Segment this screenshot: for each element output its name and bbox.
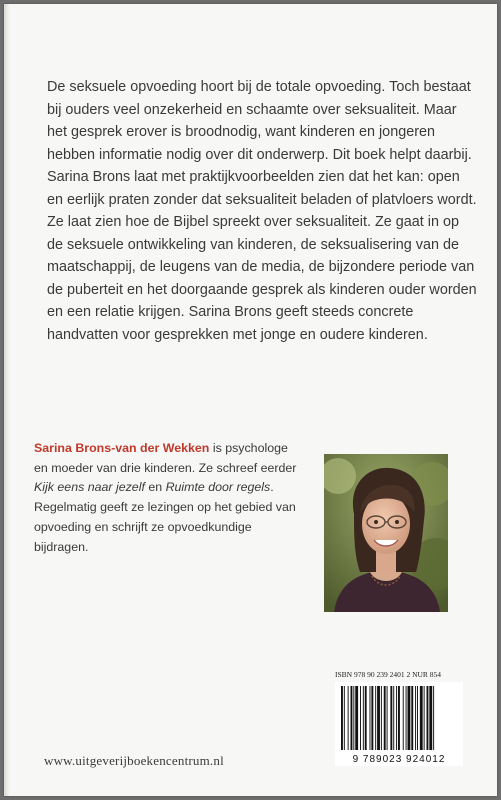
blurb-text [47, 76, 477, 346]
author-bio-text-3: . Regelmatig geeft ze lezingen op het gebied van opvoeding en schrijft ze opvoedkundige bijdragen. [34, 480, 296, 554]
barcode-bar [420, 686, 423, 750]
barcode-bar [375, 686, 376, 750]
barcode-bar [396, 686, 397, 750]
barcode-bar [381, 686, 382, 750]
barcode-bar [353, 686, 354, 750]
barcode-bar [384, 686, 386, 750]
barcode-bar [429, 686, 432, 750]
barcode-bar [371, 686, 373, 750]
barcode-bar [351, 686, 353, 750]
barcode-bar [408, 686, 411, 750]
barcode-bar [427, 686, 429, 750]
barcode-digits: 9 789023 924012 [335, 754, 463, 765]
barcode-bar [377, 686, 380, 750]
book-title-1: Kijk eens naar jezelf [34, 480, 145, 495]
author-bio-text-1: is psychologe en moeder van drie kinderen. Ze schreef eerder [34, 441, 297, 475]
blurb-paragraph-1: De seksuele opvoeding hoort bij de totale opvoeding. Toch bestaat bij ouders veel onzekerheid en schaamte over seksualiteit. Maar het gesprek erover is broodnodig, want kinderen en jongeren hebben informatie nodig over dit onderwerp. Dit boek helpt daarbij. [47, 79, 472, 163]
barcode-bar [348, 686, 349, 750]
barcode-bar [406, 686, 407, 750]
barcode-bar [387, 686, 388, 750]
author-bio [34, 439, 304, 557]
barcode-area [335, 670, 463, 766]
isbn-nur-line: ISBN 978 90 239 2401 2 NUR 854 [335, 670, 442, 679]
barcode-bar [424, 686, 425, 750]
barcode-bar [417, 686, 418, 750]
barcode-bar [390, 686, 392, 750]
barcode-bar [365, 686, 367, 750]
barcode-bar [411, 686, 413, 750]
back-cover [4, 4, 497, 796]
barcode-bar [344, 686, 345, 750]
barcode-bar [393, 686, 394, 750]
barcode-bar [398, 686, 400, 750]
barcode-bar [370, 686, 371, 750]
barcode-bar [363, 686, 364, 750]
author-name: Sarina Brons-van der Wekken [34, 441, 210, 455]
author-bio-text-2: en [144, 480, 166, 495]
blurb-paragraph-2: Sarina Brons laat met praktijkvoorbeelden zien dat het kan: open en eerlijk praten zonder dat seksualiteit beladen of platvloers wordt. Ze laat zien hoe de Bijbel spreekt over seksualiteit. Ze gaat in op de seksuele ontwikkeling van kinderen, de seksualisering van de maatschappij, de leugens van de media, de bijzondere periode van de puberteit en het doorgaande gesprek als kinderen ouder worden en een relatie krijgen. Sarina Brons geeft steeds concrete handvatten voor gesprekken met jonge en oudere kinderen. [47, 169, 477, 343]
barcode-bar [341, 686, 343, 750]
barcode-bar [433, 686, 434, 750]
barcode [335, 682, 463, 766]
book-title-2: Ruimte door regels [165, 480, 271, 495]
publisher-website: www.uitgeverijboekencentrum.nl [44, 753, 224, 768]
author-photo [324, 454, 448, 612]
barcode-bar [360, 686, 361, 750]
barcode-bar [355, 686, 358, 750]
barcode-bar [403, 686, 404, 750]
barcode-bar [415, 686, 416, 750]
